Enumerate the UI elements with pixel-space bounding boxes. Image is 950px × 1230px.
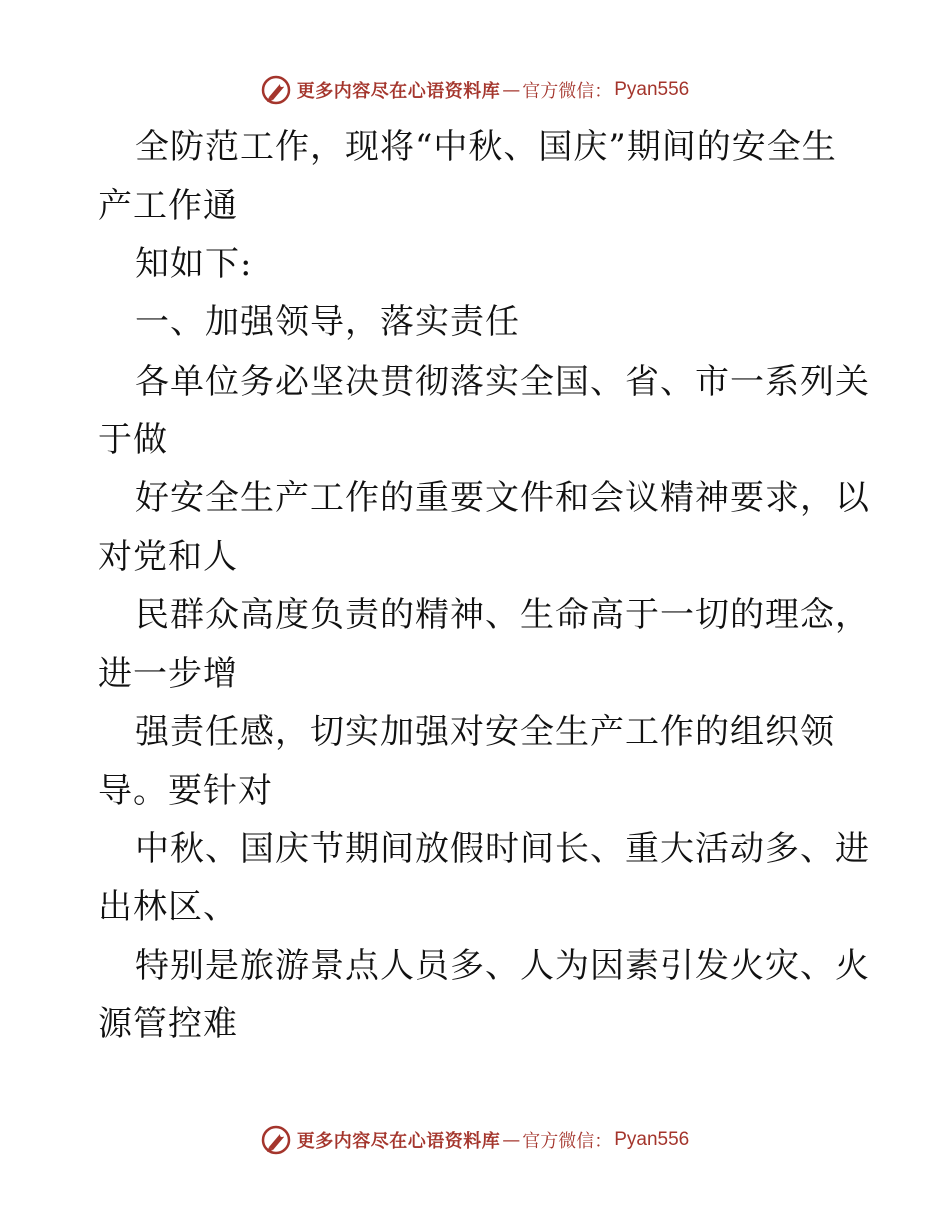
footer-banner [0, 1120, 950, 1160]
body-line: 对党和人 [98, 537, 238, 577]
body-line: 源管控难 [98, 1004, 238, 1044]
header-site-title: 更多内容尽在心语资料库 [296, 81, 501, 102]
footer-separator: — [502, 1129, 521, 1151]
footer-site-title: 更多内容尽在心语资料库 [296, 1131, 501, 1152]
body-line: 于做 [98, 420, 168, 460]
body-line: 各单位务必坚决贯彻落实全国、省、市一系列关 [135, 362, 870, 402]
body-line: 好安全生产工作的重要文件和会议精神要求，以 [135, 478, 870, 518]
section-heading: 一、加强领导，落实责任 [135, 302, 520, 342]
body-line: 中秋、国庆节期间放假时间长、重大活动多、进 [135, 829, 870, 869]
body-line: 进一步增 [98, 654, 238, 694]
pen-logo-icon [261, 75, 291, 105]
header-wechat-label: 官方微信： [522, 81, 613, 102]
body-line: 特别是旅游景点人员多、人为因素引发火灾、火 [135, 946, 870, 986]
body-line: 强责任感，切实加强对安全生产工作的组织领 [135, 712, 835, 752]
header-separator: — [502, 79, 521, 101]
body-line: 出林区、 [98, 887, 238, 927]
body-line: 知如下: [135, 244, 253, 284]
footer-wechat-label: 官方微信： [522, 1131, 613, 1152]
body-line: 产工作通 [98, 186, 238, 226]
header-banner [0, 70, 950, 110]
header-wechat-id: Pyan556 [614, 79, 690, 100]
footer-wechat-id: Pyan556 [614, 1129, 690, 1150]
body-line: 民群众高度负责的精神、生命高于一切的理念， [135, 595, 870, 635]
pen-logo-icon [261, 1125, 291, 1155]
body-line: 全防范工作，现将“中秋、国庆”期间的安全生 [135, 127, 837, 167]
body-line: 导。要针对 [98, 771, 273, 811]
